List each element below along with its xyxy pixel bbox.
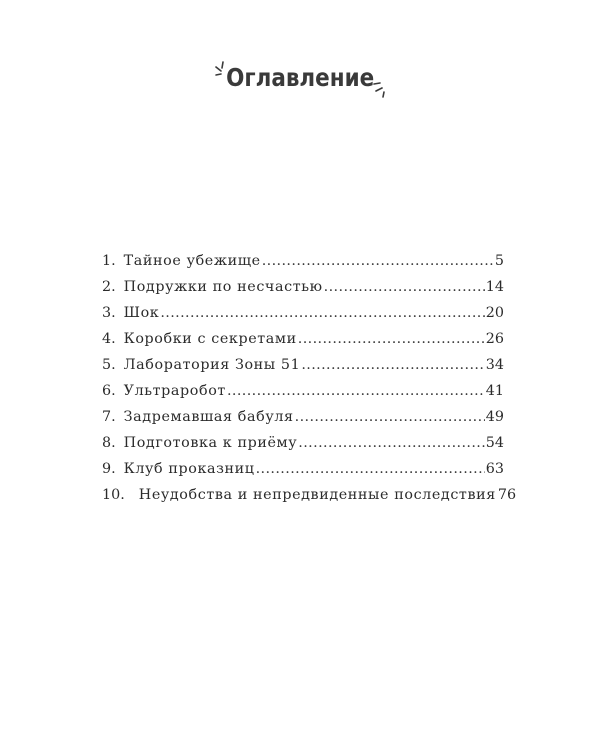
toc-entry-number: 9. — [102, 461, 116, 477]
toc-entry-title: Задремавшая бабуля — [123, 409, 294, 425]
toc-leader-dots — [256, 456, 485, 482]
toc-entry-title: Лаборатория Зоны 51 — [123, 357, 301, 373]
toc-entry-page: 34 — [485, 357, 504, 373]
toc-entry-number: 7. — [102, 409, 116, 425]
toc-entry[interactable] — [102, 482, 517, 508]
toc-entry-number: 5. — [102, 357, 116, 373]
toc-entry-title: Ультраробот — [123, 383, 226, 399]
toc-entry-page: 76 — [497, 487, 517, 503]
toc-entry-number: 3. — [102, 305, 116, 321]
toc-leader-dots — [298, 430, 485, 456]
toc-entry-title: Клуб проказниц — [123, 461, 255, 477]
toc-leader-dots — [324, 274, 485, 300]
toc-entry-number: 1. — [102, 253, 116, 269]
toc-entry-page: 63 — [485, 461, 504, 477]
toc-entry-page: 41 — [485, 383, 504, 399]
table-of-contents — [102, 248, 517, 508]
toc-entry-page: 54 — [485, 435, 504, 451]
toc-entry[interactable] — [102, 274, 504, 300]
toc-leader-dots — [160, 300, 484, 326]
toc-entry[interactable] — [102, 326, 504, 352]
toc-entry-page: 14 — [485, 279, 504, 295]
toc-leader-dots — [295, 404, 485, 430]
toc-entry-number: 4. — [102, 331, 116, 347]
toc-entry[interactable] — [102, 404, 504, 430]
toc-entry-title: Шок — [123, 305, 160, 321]
toc-entry[interactable] — [102, 456, 504, 482]
sparkle-decoration-icon — [372, 80, 392, 100]
toc-entry-title: Тайное убежище — [123, 253, 261, 269]
toc-leader-dots — [298, 326, 485, 352]
toc-entry[interactable] — [102, 430, 504, 456]
toc-entry-page: 26 — [485, 331, 504, 347]
toc-entry-title: Подружки по несчастью — [123, 279, 323, 295]
toc-entry[interactable] — [102, 248, 504, 274]
toc-entry-title: Подготовка к приёму — [123, 435, 298, 451]
toc-entry-title: Неудобства и непредвиденные последствия — [138, 487, 496, 503]
toc-entry-page: 49 — [485, 409, 504, 425]
toc-entry[interactable] — [102, 300, 504, 326]
toc-leader-dots — [262, 248, 494, 274]
toc-entry-number: 8. — [102, 435, 116, 451]
toc-leader-dots — [227, 378, 485, 404]
toc-entry-title: Коробки с секретами — [123, 331, 297, 347]
toc-entry[interactable] — [102, 378, 504, 404]
toc-entry-number: 6. — [102, 383, 116, 399]
toc-entry-page: 20 — [485, 305, 504, 321]
toc-leader-dots — [301, 352, 484, 378]
toc-entry[interactable] — [102, 352, 504, 378]
toc-entry-number: 10. — [102, 487, 125, 503]
heading-container — [0, 58, 600, 98]
toc-entry-number: 2. — [102, 279, 116, 295]
toc-entry-page: 5 — [494, 253, 504, 269]
page-title: Оглавление — [225, 63, 375, 92]
